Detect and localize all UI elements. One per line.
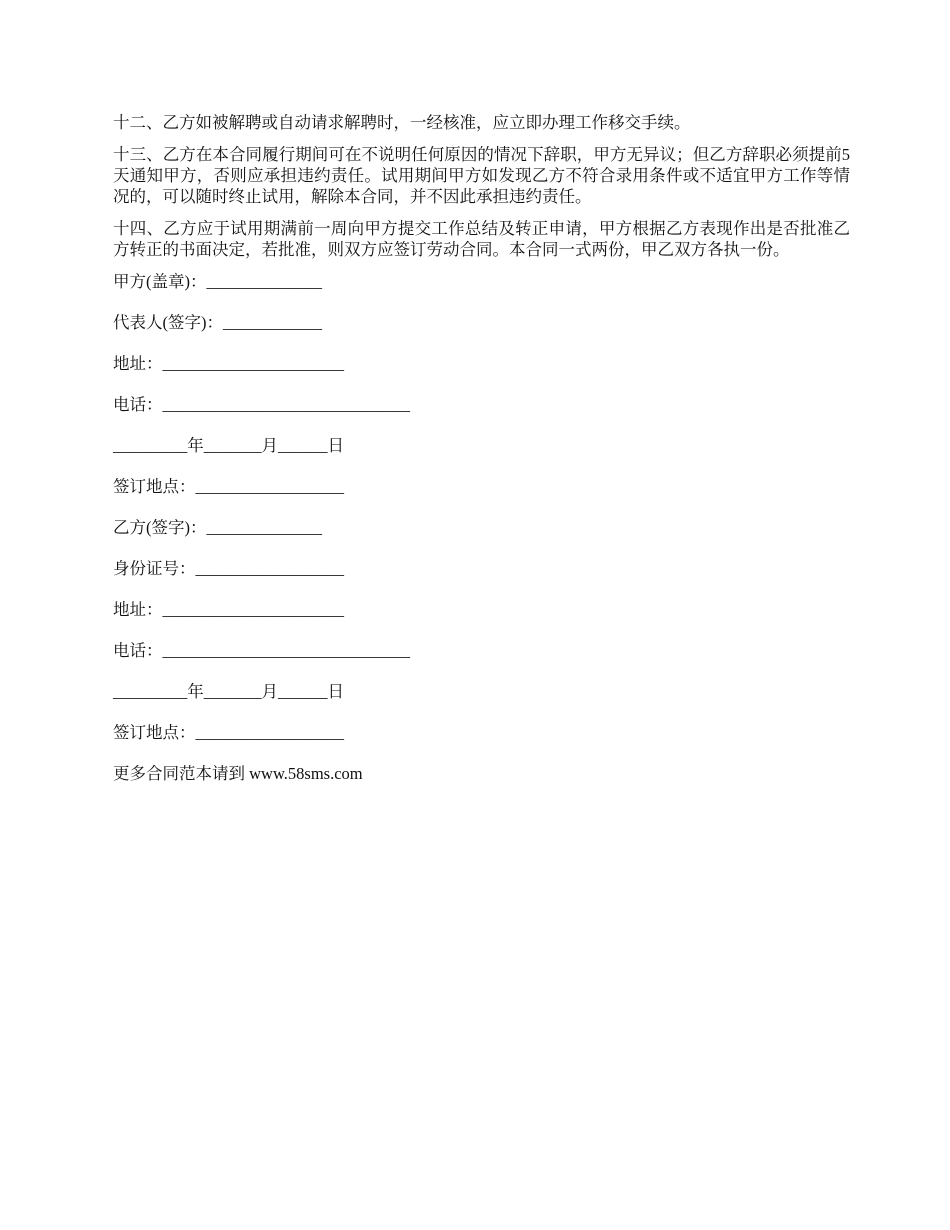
party-b-place-field: 签订地点：__________________ — [113, 723, 344, 742]
party-a-representative-field: 代表人(签字)：____________ — [113, 313, 322, 332]
party-b-address-field: 地址：______________________ — [113, 600, 344, 619]
clause-13: 十三、乙方在本合同履行期间可在不说明任何原因的情况下辞职，甲方无异议；但乙方辞职必须提前5天通知甲方，否则应承担违约责任。试用期间甲方如发现乙方不符合录用条件或不适宜甲方工作等情况的，可以随时终止试用，解除本合同，并不因此承担违约责任。 — [113, 145, 850, 206]
party-a-place-field: 签订地点：__________________ — [113, 477, 344, 496]
party-a-signature-block — [113, 271, 850, 497]
party-b-signature-field: 乙方(签字)：______________ — [113, 518, 322, 537]
party-b-signature-block — [113, 517, 850, 743]
party-a-address-field: 地址：______________________ — [113, 354, 344, 373]
party-a-date-field: _________年_______月______日 — [113, 436, 344, 455]
party-a-seal-field: 甲方(盖章)：______________ — [113, 272, 322, 291]
party-a-phone-field: 电话：______________________________ — [113, 395, 410, 414]
party-b-id-number-field: 身份证号：__________________ — [113, 559, 344, 578]
party-b-phone-field: 电话：______________________________ — [113, 641, 410, 660]
clause-12: 十二、乙方如被解聘或自动请求解聘时，一经核准，应立即办理工作移交手续。 — [113, 113, 691, 132]
party-b-date-field: _________年_______月______日 — [113, 682, 344, 701]
clause-14: 十四、乙方应于试用期满前一周向甲方提交工作总结及转正申请，甲方根据乙方表现作出是否批准乙方转正的书面决定，若批准，则双方应签订劳动合同。本合同一式两份，甲乙双方各执一份。 — [113, 219, 850, 259]
footer-link-text: 更多合同范本请到 www.58sms.com — [113, 764, 363, 783]
document-body — [113, 112, 850, 784]
